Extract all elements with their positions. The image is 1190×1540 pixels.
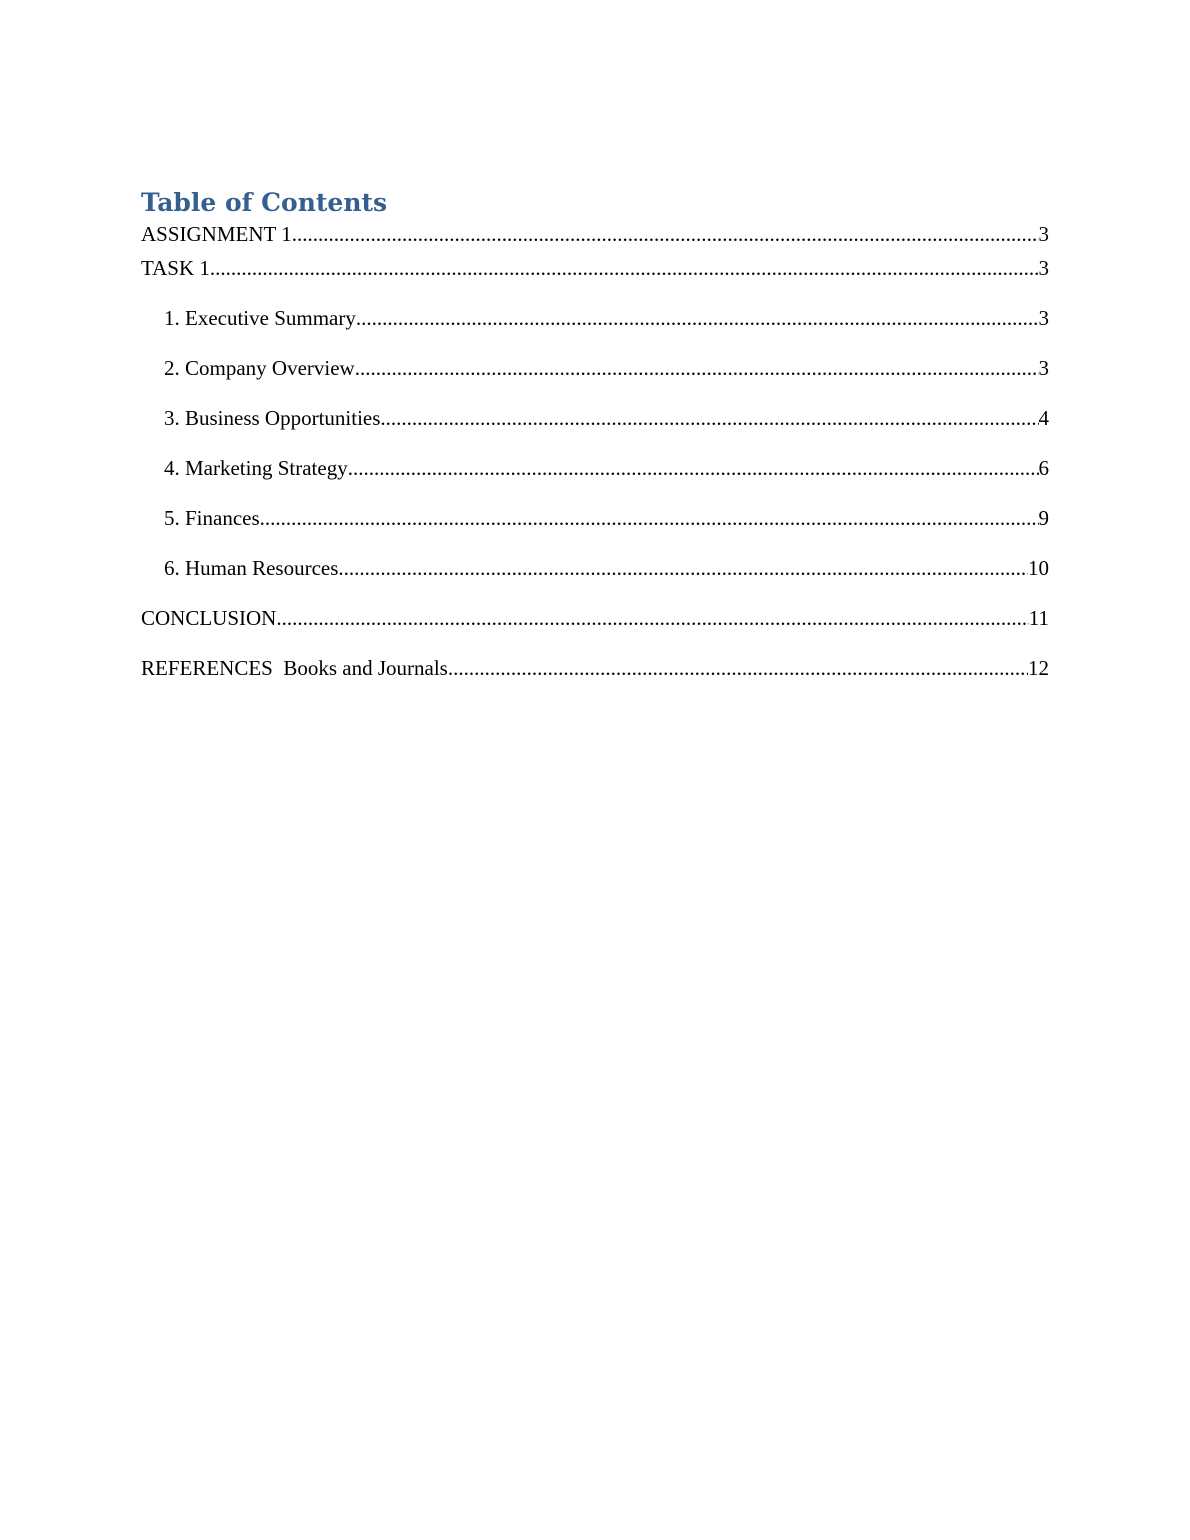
toc-entry-page-number: 4 bbox=[1038, 406, 1049, 430]
toc-dot-leader bbox=[338, 556, 1028, 581]
toc-entry-page-number: 10 bbox=[1028, 556, 1049, 580]
toc-dot-leader bbox=[380, 406, 1038, 431]
toc-heading: Table of Contents bbox=[141, 188, 388, 217]
toc-dot-leader bbox=[292, 222, 1039, 247]
toc-entry-page-number: 11 bbox=[1028, 606, 1049, 630]
toc-entry-marketing-strategy[interactable] bbox=[141, 456, 1049, 506]
toc-dot-leader bbox=[355, 356, 1039, 381]
toc-entry-label: 5. Finances bbox=[164, 506, 260, 530]
toc-dot-leader bbox=[276, 606, 1028, 631]
toc-entry-company-overview[interactable] bbox=[141, 356, 1049, 406]
toc-entry-page-number: 3 bbox=[1038, 222, 1049, 246]
toc-dot-leader bbox=[260, 506, 1039, 531]
toc-dot-leader bbox=[356, 306, 1039, 331]
toc-dot-leader bbox=[210, 256, 1039, 281]
toc-entry-page-number: 3 bbox=[1038, 256, 1049, 280]
toc-entry-human-resources[interactable] bbox=[141, 556, 1049, 606]
toc-entry-label: REFERENCES Books and Journals bbox=[141, 656, 448, 680]
toc-entry-finances[interactable] bbox=[141, 506, 1049, 556]
toc-entry-page-number: 9 bbox=[1038, 506, 1049, 530]
toc-entry-label: 2. Company Overview bbox=[164, 356, 355, 380]
toc-entry-page-number: 12 bbox=[1028, 656, 1049, 680]
toc-entry-label: CONCLUSION bbox=[141, 606, 277, 630]
toc-entry-conclusion[interactable] bbox=[141, 606, 1049, 656]
toc-entry-assignment-1[interactable] bbox=[141, 222, 1049, 256]
toc-entry-references[interactable] bbox=[141, 656, 1049, 706]
toc-entry-business-opportunities[interactable] bbox=[141, 406, 1049, 456]
toc-entry-page-number: 3 bbox=[1038, 356, 1049, 380]
toc-entry-executive-summary[interactable] bbox=[141, 306, 1049, 356]
toc-entry-label: ASSIGNMENT 1 bbox=[141, 222, 292, 246]
toc-entry-page-number: 6 bbox=[1038, 456, 1049, 480]
table-of-contents bbox=[141, 184, 1049, 706]
toc-entry-label: TASK 1 bbox=[141, 256, 210, 280]
toc-entry-label: 1. Executive Summary bbox=[164, 306, 356, 330]
toc-entry-label: 6. Human Resources bbox=[164, 556, 339, 580]
toc-entry-task-1[interactable] bbox=[141, 256, 1049, 306]
toc-entry-label: 4. Marketing Strategy bbox=[164, 456, 348, 480]
toc-entry-label: 3. Business Opportunities bbox=[164, 406, 381, 430]
toc-dot-leader bbox=[348, 456, 1039, 481]
toc-dot-leader bbox=[448, 656, 1028, 681]
toc-list bbox=[141, 222, 1049, 706]
toc-entry-page-number: 3 bbox=[1038, 306, 1049, 330]
